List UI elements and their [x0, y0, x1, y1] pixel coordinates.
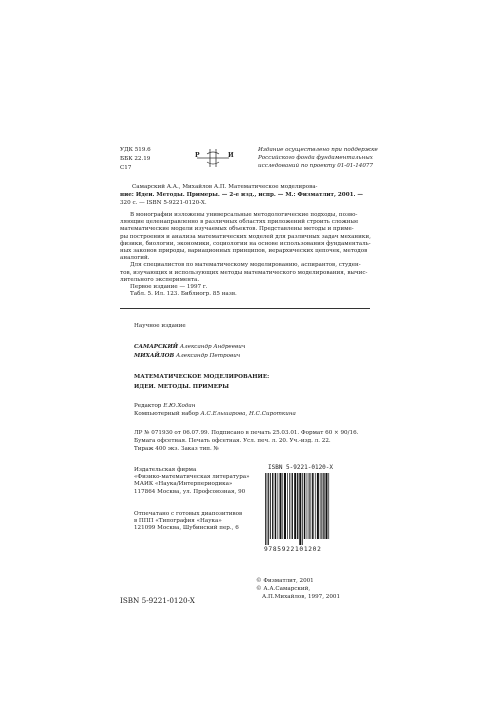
rffi-support-line-1: Издание осуществлено при поддержке: [258, 147, 378, 153]
bib-line-2: ние: Идеи. Методы. Примеры. — 2-е изд., испр. — М.: Физматлит, 2001. —: [120, 192, 363, 198]
rffi-letter-r: Р: [195, 152, 200, 159]
copyright-line-3: А.П.Михайлов, 1997, 2001: [262, 594, 340, 600]
license-line-1: ЛР № 071930 от 06.07.99. Подписано в печать 25.03.01. Формат 60 × 90/16.: [134, 430, 359, 436]
bib-line-1: Самарский А.А., Михайлов А.П. Математическое моделирова-: [132, 184, 318, 190]
editor-value: Е.Ю.Ходан: [163, 403, 196, 409]
publisher-line: Издательская фирма: [134, 467, 197, 473]
abstract-line: В монографии изложены универсальные методологические подходы, позво-: [130, 212, 358, 218]
barcode: [262, 464, 348, 556]
book-subtitle: ИДЕИ. МЕТОДЫ. ПРИМЕРЫ: [134, 384, 229, 390]
copyright-line-2: © А.А.Самарский,: [256, 586, 311, 592]
divider: [120, 308, 370, 309]
license-line-2: Бумага офсетная. Печать офсетная. Усл. печ. л. 20. Уч.-изд. л. 22.: [134, 438, 331, 444]
editor-line: [134, 403, 195, 410]
abstract-line: математические модели изучаемых объектов. Представлены методы и приме-: [120, 226, 354, 233]
author-2: [134, 353, 240, 360]
printer-line: в ППП «Типография «Наука»: [134, 518, 222, 525]
printer-block: [134, 511, 242, 533]
abstract-line: Для специалистов по математическому моделированию, аспирантов, студен-: [130, 262, 361, 269]
author-1: [134, 344, 245, 351]
barcode-digits: 9785922101202: [264, 546, 322, 553]
printer-line: 121099 Москва, Шубинский пер., 6: [134, 525, 239, 532]
license-line-3: Тираж 400 экз. Заказ тип. №: [134, 446, 219, 452]
abstract-line: лительного эксперимента.: [120, 276, 200, 283]
abstract-line: ных законов природы, вариационных принципов, иерархических цепочек, методов: [120, 248, 368, 255]
rffi-letter-i: И: [228, 152, 234, 159]
abstract-line: аналогий.: [120, 255, 150, 262]
publisher-line: МАИК «Наука/Интерпериодика»: [134, 481, 233, 488]
barcode-isbn: ISBN 5-9221-0120-X: [268, 464, 334, 471]
editor-label: Редактор: [134, 403, 162, 409]
bib-line-3: 320 с. — ISBN 5-9221-0120-X.: [120, 200, 207, 206]
rffi-support-line-2: Российского фонда фундаментальных: [258, 155, 373, 161]
author-1-name: Александр Андреевич: [179, 344, 246, 350]
abstract-line: тов, изучающих и использующих методы математического моделирования, вычис-: [120, 269, 368, 276]
publisher-block: [134, 467, 250, 496]
printer-line: Отпечатано с готовых диапозитивов: [134, 511, 243, 517]
first-edition: Первое издание — 1997 г.: [130, 284, 208, 291]
rffi-support-line-3: исследований по проекту 01-01-14077: [258, 163, 373, 169]
author-2-name: Александр Петрович: [176, 353, 241, 359]
layout-label: Компьютерный набор: [134, 411, 199, 417]
abstract: [120, 212, 371, 298]
barcode-bars-icon: [262, 473, 348, 545]
tables-info: Табл. 5. Ил. 123. Библиогр. 85 назв.: [130, 291, 237, 298]
abstract-line: ляющие целенаправленно в различных областях приложений строить сложные: [120, 219, 359, 226]
author-1-surname: САМАРСКИЙ: [134, 344, 179, 350]
udk-code: УДК 519.6: [120, 147, 151, 153]
publisher-line: 117864 Москва, ул. Профсоюзная, 90: [134, 488, 246, 495]
book-title: МАТЕМАТИЧЕСКОЕ МОДЕЛИРОВАНИЕ:: [134, 374, 270, 380]
author-2-surname: МИХАЙЛОВ: [134, 353, 175, 359]
bbk-code: ББК 22.19: [120, 156, 151, 162]
layout-value: А.С.Ельшарова, Н.С.Сироткина: [200, 411, 296, 417]
copyright-line-1: © Физматлит, 2001: [256, 578, 314, 584]
abstract-line: ры построения и анализа математических моделей для различных задач механики,: [120, 233, 371, 240]
isbn-bottom: ISBN 5-9221-0120-X: [120, 596, 195, 605]
abstract-line: физики, биологии, экономики, социологии на основе использования фундаменталь-: [120, 240, 371, 247]
author-code: С17: [120, 165, 132, 171]
publication-type: Научное издание: [134, 323, 186, 329]
layout-line: [134, 411, 296, 418]
publisher-line: «Физико-математическая литература»: [134, 474, 250, 481]
